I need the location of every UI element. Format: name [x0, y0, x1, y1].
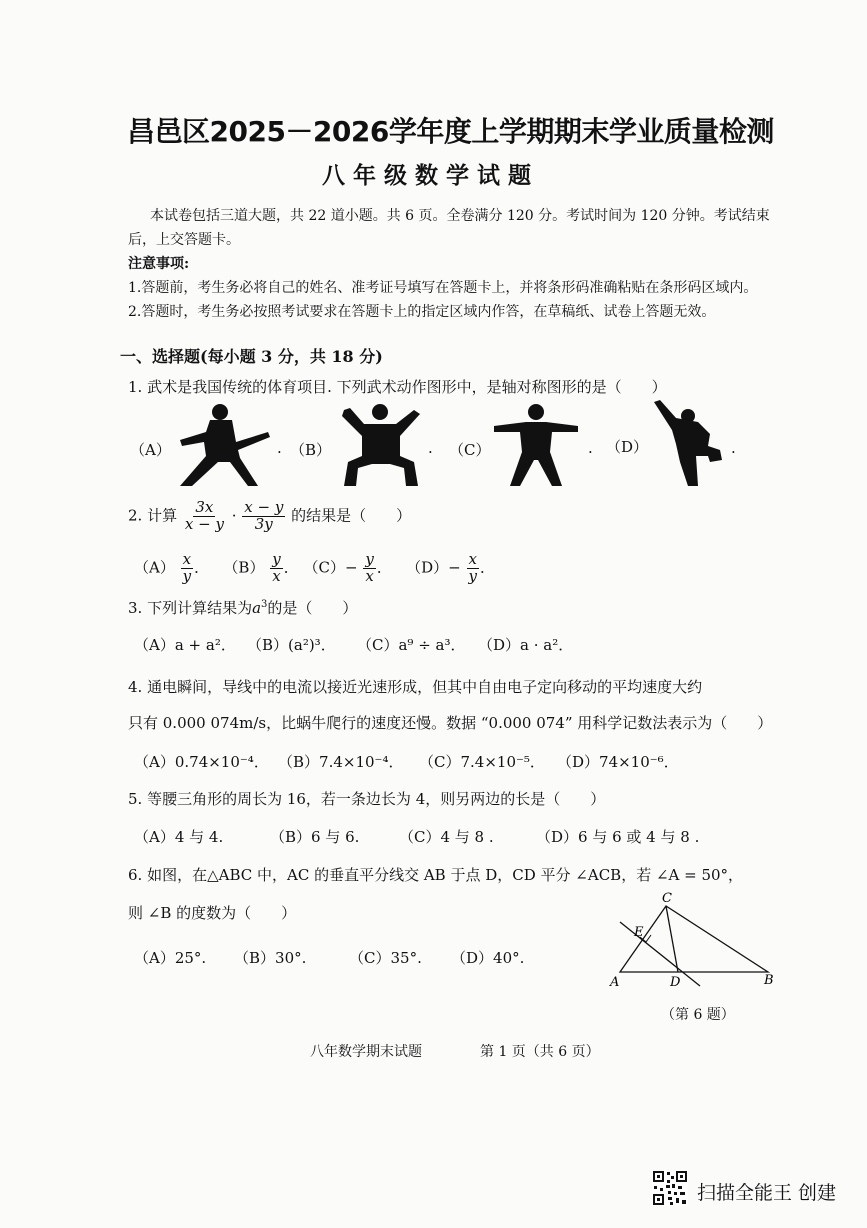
- q2-fraction-2-denominator: 3y: [254, 514, 273, 533]
- martial-figure-a-icon: [172, 402, 276, 488]
- footer-right: 第 1 页（共 6 页）: [480, 1044, 600, 1060]
- q5-option-b: （B）6 与 6.: [270, 828, 360, 846]
- label-b: B: [764, 973, 774, 988]
- notice-heading: 注意事项:: [128, 256, 190, 272]
- q2-option-a-denominator: y: [182, 566, 192, 585]
- exam-title: 昌邑区2025－2026学年度上学期期末学业质量检测: [127, 115, 774, 148]
- q6-option-d: （D）40°.: [451, 949, 525, 967]
- q1-dot-c: .: [588, 439, 593, 457]
- q2-option-b-numerator: y: [272, 550, 281, 568]
- q2-stem: [128, 500, 411, 533]
- q2-fraction-1-numerator: 3x: [195, 498, 214, 516]
- footer-left: 八年数学期末试题: [310, 1044, 422, 1060]
- intro-line-1: 本试卷包括三道大题，共 22 道小题。共 6 页。全卷满分 120 分。考试时间为 120 分钟。考试结束: [150, 208, 770, 224]
- q2-options: （A） $\frac{x}{y}$ ． （B） $\frac{y}{x}$ ． （C）− $\frac{y}{x}$ ． （D）− $\frac{x}{y}$ ．: [134, 550, 496, 585]
- label-d: D: [670, 975, 681, 990]
- q1-dot-d: .: [731, 439, 736, 457]
- martial-figure-b-icon: [334, 402, 428, 488]
- q2-option-c-denominator: x: [365, 566, 374, 585]
- q3-option-a: （A）a + a²．: [134, 636, 236, 654]
- q6-option-a: （A）25°.: [134, 949, 207, 967]
- q4-line-1: 4. 通电瞬间，导线中的电流以接近光速形成，但其中自由电子定向移动的平均速度大约: [128, 678, 703, 696]
- q3-stem: [128, 597, 357, 618]
- q5-option-a: （A）4 与 4.: [134, 828, 224, 846]
- q2-option-c-label: （C）−: [303, 558, 358, 577]
- q3-stem-a: 3. 下列计算结果为: [128, 599, 253, 617]
- q4-option-b: （B）7.4×10⁻⁴．: [278, 753, 404, 771]
- q6-option-b: （B）30°.: [234, 949, 307, 967]
- q4-option-c: （C）7.4×10⁻⁵．: [419, 753, 545, 771]
- q2-fraction-2: [242, 500, 285, 533]
- q6-line-1: 6. 如图，在△ABC 中，AC 的垂直平分线交 AB 于点 D，CD 平分 ∠ACB，若 ∠A = 50°，: [128, 866, 744, 884]
- label-e: E: [634, 925, 644, 940]
- notice-2: 2.答题时，考生务必按照考试要求在答题卡上的指定区域内作答，在草稿纸、试卷上答题无效。: [128, 304, 716, 320]
- q5-option-c: （C）4 与 8 .: [399, 828, 494, 846]
- q2-option-d-denominator: y: [468, 566, 477, 585]
- q6-line-2: 则 ∠B 的度数为（ ）: [128, 904, 297, 922]
- q2-option-a-label: （A）: [134, 558, 175, 577]
- q2-suffix: 的结果是（ ）: [291, 506, 412, 525]
- section-1-heading: 一、选择题(每小题 3 分，共 18 分): [120, 347, 383, 366]
- q6-option-c: （C）35°.: [349, 949, 422, 967]
- q2-option-d-label: （D）−: [406, 558, 461, 577]
- q2-option-b-label: （B）: [223, 558, 265, 577]
- martial-figure-c-icon: [490, 402, 582, 488]
- q2-option-b-denominator: x: [272, 566, 281, 585]
- q4-line-2: 只有 0.000 074m/s，比蜗牛爬行的速度还慢。数据 “0.000 074” 用科学记数法表示为（ ）: [128, 714, 773, 732]
- q3-stem-exp: 3: [261, 599, 268, 610]
- watermark-text: 扫描全能王 创建: [697, 1182, 837, 1204]
- martial-figure-d-icon: [650, 400, 730, 488]
- q2-option-c-numerator: y: [365, 550, 374, 568]
- q3-stem-var: a: [252, 599, 262, 617]
- notice-1: 1.答题前，考生务必将自己的姓名、准考证号填写在答题卡上，并将条形码准确粘贴在条形码区域内。: [128, 280, 758, 296]
- intro-line-2: 后，上交答题卡。: [128, 232, 240, 248]
- q4-option-d: （D）74×10⁻⁶．: [557, 753, 679, 771]
- segment-cd: [666, 906, 678, 972]
- exam-subtitle: 八 年 级 数 学 试 题: [322, 163, 532, 189]
- q1-option-b: （B）: [290, 441, 332, 459]
- q1-option-c: （C）: [449, 441, 491, 459]
- q6-triangle-diagram: [600, 891, 790, 999]
- q4-option-a: （A）0.74×10⁻⁴．: [134, 753, 269, 771]
- q1-dot-b: .: [428, 439, 433, 457]
- q3-stem-b: 的是（ ）: [267, 599, 358, 617]
- q1-option-d: （D）: [606, 438, 649, 456]
- q2-multiply-dot: ·: [231, 506, 237, 525]
- q6-figure-caption: （第 6 题）: [661, 1007, 735, 1023]
- q5-option-d: （D）6 与 6 或 4 与 8 .: [536, 828, 700, 846]
- label-a: A: [610, 975, 620, 990]
- q2-option-a-numerator: x: [182, 550, 192, 568]
- q2-fraction-2-numerator: x − y: [244, 498, 284, 516]
- q2-prefix: 2. 计算: [128, 506, 178, 525]
- q2-fraction-1-denominator: x − y: [184, 514, 224, 533]
- q3-option-d: （D）a · a²．: [478, 636, 574, 654]
- q3-option-b: （B）(a²)³．: [247, 636, 336, 654]
- q3-option-c: （C）a⁹ ÷ a³．: [357, 636, 466, 654]
- label-c: C: [662, 891, 672, 906]
- q1-stem: 1. 武术是我国传统的体育项目. 下列武术动作图形中，是轴对称图形的是（ ）: [128, 378, 667, 396]
- q5-stem: 5. 等腰三角形的周长为 16，若一条边长为 4，则另两边的长是（ ）: [128, 790, 606, 808]
- q2-option-d-numerator: x: [468, 550, 477, 568]
- q1-dot-a: .: [277, 439, 282, 457]
- qr-code-icon: [652, 1170, 688, 1206]
- q1-option-a: （A）: [130, 441, 171, 459]
- q2-fraction-1: [183, 500, 226, 533]
